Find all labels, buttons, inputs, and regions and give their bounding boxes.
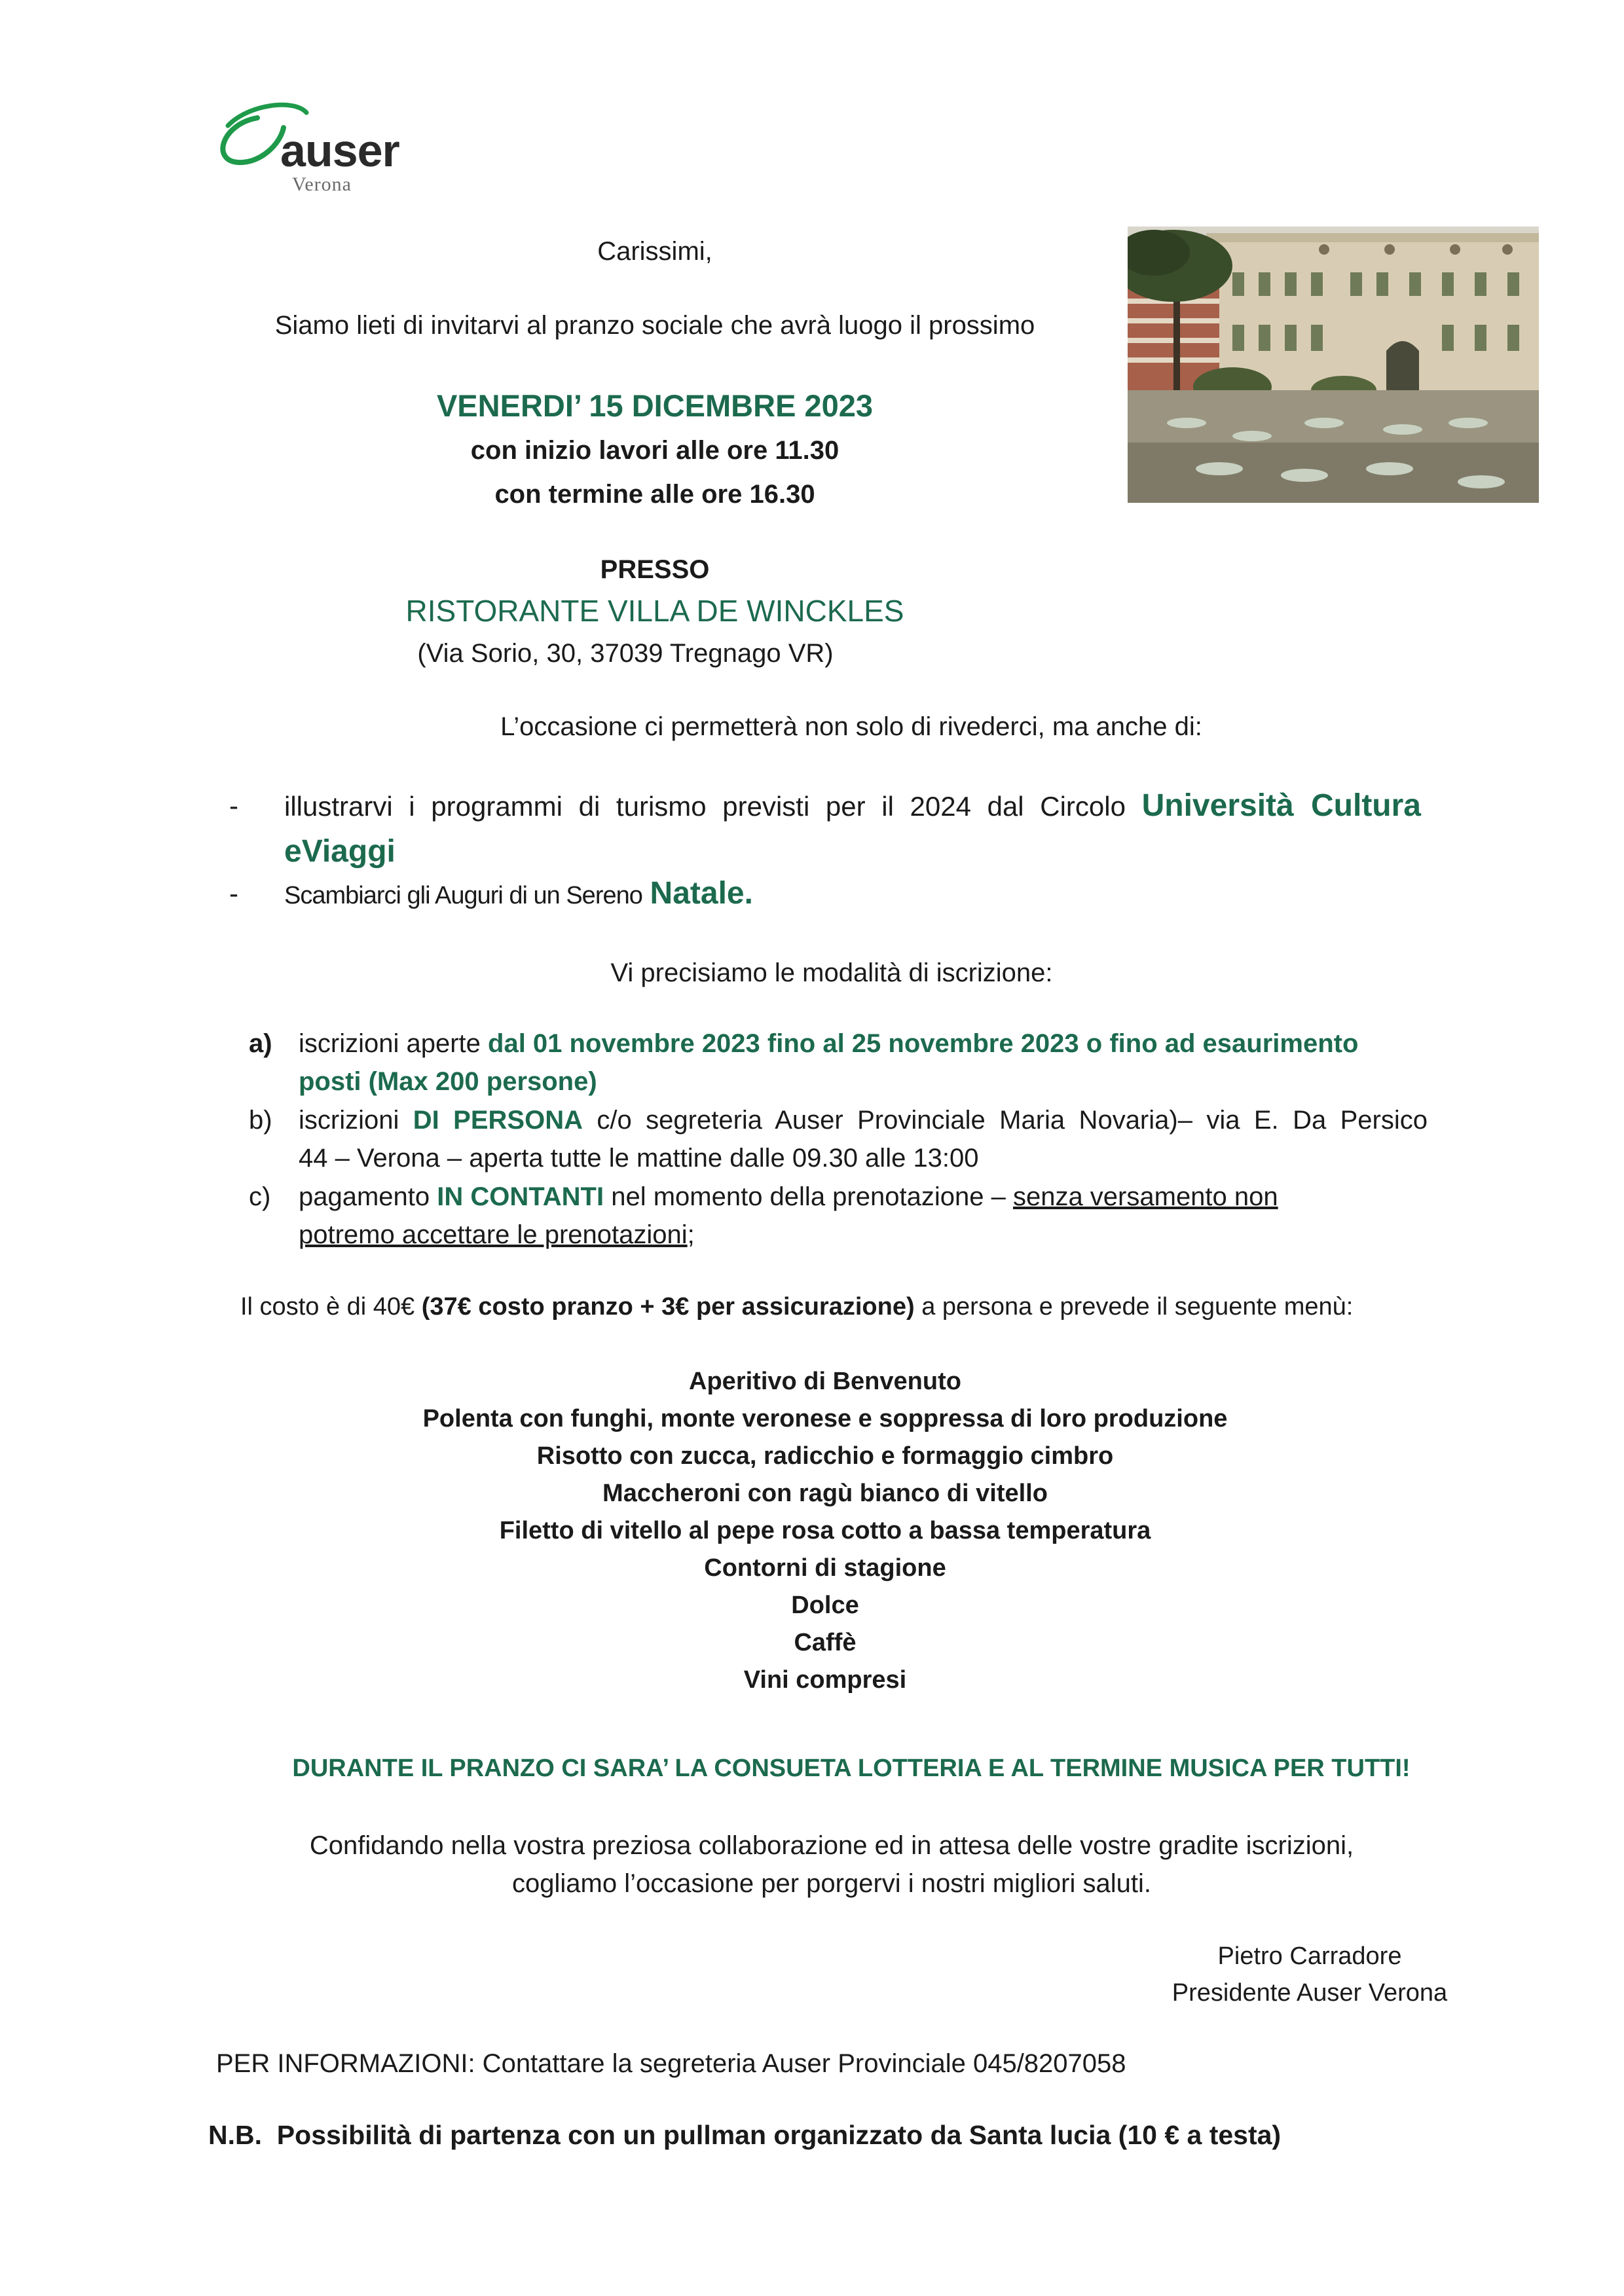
menu-item: Dolce: [791, 1592, 859, 1619]
nb-line: [208, 2120, 1281, 2151]
nb-text: Possibilità di partenza con un pullman organizzato da Santa lucia (10 € a testa): [276, 2120, 1282, 2150]
list-highlight: dal 01 novembre 2023 fino al 25 novembre 2023 o fino ad esaurimento: [488, 1029, 1359, 1058]
modalities-intro: Vi precisiamo le modalità di iscrizione:: [610, 958, 1053, 987]
greeting: Carissimi,: [597, 237, 712, 266]
menu-item: Vini compresi: [743, 1666, 907, 1694]
list-text: iscrizioni aperte: [299, 1029, 481, 1058]
info-line: PER INFORMAZIONI: Contattare la segreteria Auser Provinciale 045/8207058: [216, 2049, 1126, 2078]
logo-city: Verona: [292, 173, 352, 195]
list-underlined-continued: potremo accettare le prenotazioni: [299, 1220, 688, 1249]
nb-label: N.B.: [208, 2120, 262, 2150]
bullet-text: Scambiarci gli Auguri di un Sereno: [284, 882, 642, 909]
bullet-highlight: Natale.: [650, 876, 753, 911]
list-underlined: senza versamento non: [1012, 1182, 1278, 1211]
list-text-continued: 44 – Verona – aperta tutte le mattine dalle 09.30 alle 13:00: [299, 1144, 979, 1173]
closing-line: Confidando nella vostra preziosa collaborazione ed in attesa delle vostre gradite iscrizioni,: [309, 1831, 1354, 1860]
bullet-item-tourism: [229, 783, 1421, 875]
bullet-highlight: Università Cultura: [1141, 788, 1422, 823]
event-start: con inizio lavori alle ore 11.30: [470, 436, 840, 465]
signature-block: [1113, 1938, 1506, 2011]
list-item-c: [249, 1178, 1428, 1256]
intro-text: Siamo lieti di invitarvi al pranzo sociale che avrà luogo il prossimo: [274, 311, 1035, 340]
cost-prefix: Il costo è di 40€: [240, 1293, 415, 1321]
menu-item: Aperitivo di Benvenuto: [689, 1368, 961, 1395]
list-text: nel momento della prenotazione –: [611, 1182, 1006, 1211]
auser-logo: [208, 98, 431, 203]
bullet-text: illustrarvi i programmi di turismo previsti per il 2024 dal Circolo: [284, 791, 1126, 822]
event-date: VENERDI’ 15 DICEMBRE 2023: [436, 388, 874, 423]
event-end: con termine alle ore 16.30: [494, 480, 815, 509]
list-item-b: [249, 1101, 1428, 1180]
bullet-dash: -: [229, 790, 238, 821]
menu-item: Risotto con zucca, radicchio e formaggio cimbro: [536, 1442, 1114, 1470]
list-highlight-continued: posti (Max 200 persone): [299, 1067, 597, 1096]
closing-text: [196, 1827, 1467, 1903]
venue-label: PRESSO: [600, 555, 710, 584]
logo-wordmark: auser: [280, 125, 399, 176]
list-item-a: [249, 1025, 1428, 1103]
bullet-item-christmas: [229, 871, 1421, 917]
signature-role: Presidente Auser Verona: [1172, 1979, 1448, 2007]
list-highlight: IN CONTANTI: [437, 1182, 604, 1211]
closing-line: cogliamo l’occasione per porgervi i nostri migliori saluti.: [512, 1869, 1151, 1898]
cost-line: [240, 1293, 1485, 1321]
list-end: ;: [687, 1220, 695, 1249]
signature-name: Pietro Carradore: [1217, 1942, 1402, 1970]
cost-suffix: a persona e prevede il seguente menù:: [921, 1293, 1354, 1321]
bullet-dash: -: [229, 878, 238, 909]
list-text: c/o segreteria Auser Provinciale Maria Novaria)– via E. Da Persico: [597, 1106, 1428, 1135]
menu-item: Maccheroni con ragù bianco di vitello: [602, 1480, 1048, 1507]
list-marker: c): [249, 1182, 271, 1211]
menu-item: Contorni di stagione: [704, 1554, 946, 1582]
bullet-highlight-continued: eViaggi: [284, 834, 396, 869]
menu-item: Filetto di vitello al pepe rosa cotto a bassa temperatura: [499, 1517, 1151, 1544]
occasion-text: L’occasione ci permetterà non solo di rivederci, ma anche di:: [500, 712, 1202, 741]
menu-item: Caffè: [794, 1629, 857, 1656]
menu-list: [0, 1363, 1624, 1699]
menu-item: Polenta con funghi, monte veronese e soppressa di loro produzione: [422, 1405, 1228, 1432]
list-highlight: DI PERSONA: [413, 1106, 583, 1135]
venue-name: RISTORANTE VILLA DE WINCKLES: [405, 594, 904, 628]
list-marker: a): [249, 1029, 272, 1058]
villa-photo: [1128, 227, 1539, 503]
list-text: iscrizioni: [299, 1106, 399, 1135]
list-marker: b): [249, 1106, 272, 1135]
cost-detail: (37€ costo pranzo + 3€ per assicurazione): [421, 1293, 915, 1321]
lottery-announcement: DURANTE IL PRANZO CI SARA’ LA CONSUETA LOTTERIA E AL TERMINE MUSICA PER TUTTI!: [292, 1755, 1411, 1782]
venue-address: (Via Sorio, 30, 37039 Tregnago VR): [417, 639, 834, 668]
list-text: pagamento: [299, 1182, 430, 1211]
